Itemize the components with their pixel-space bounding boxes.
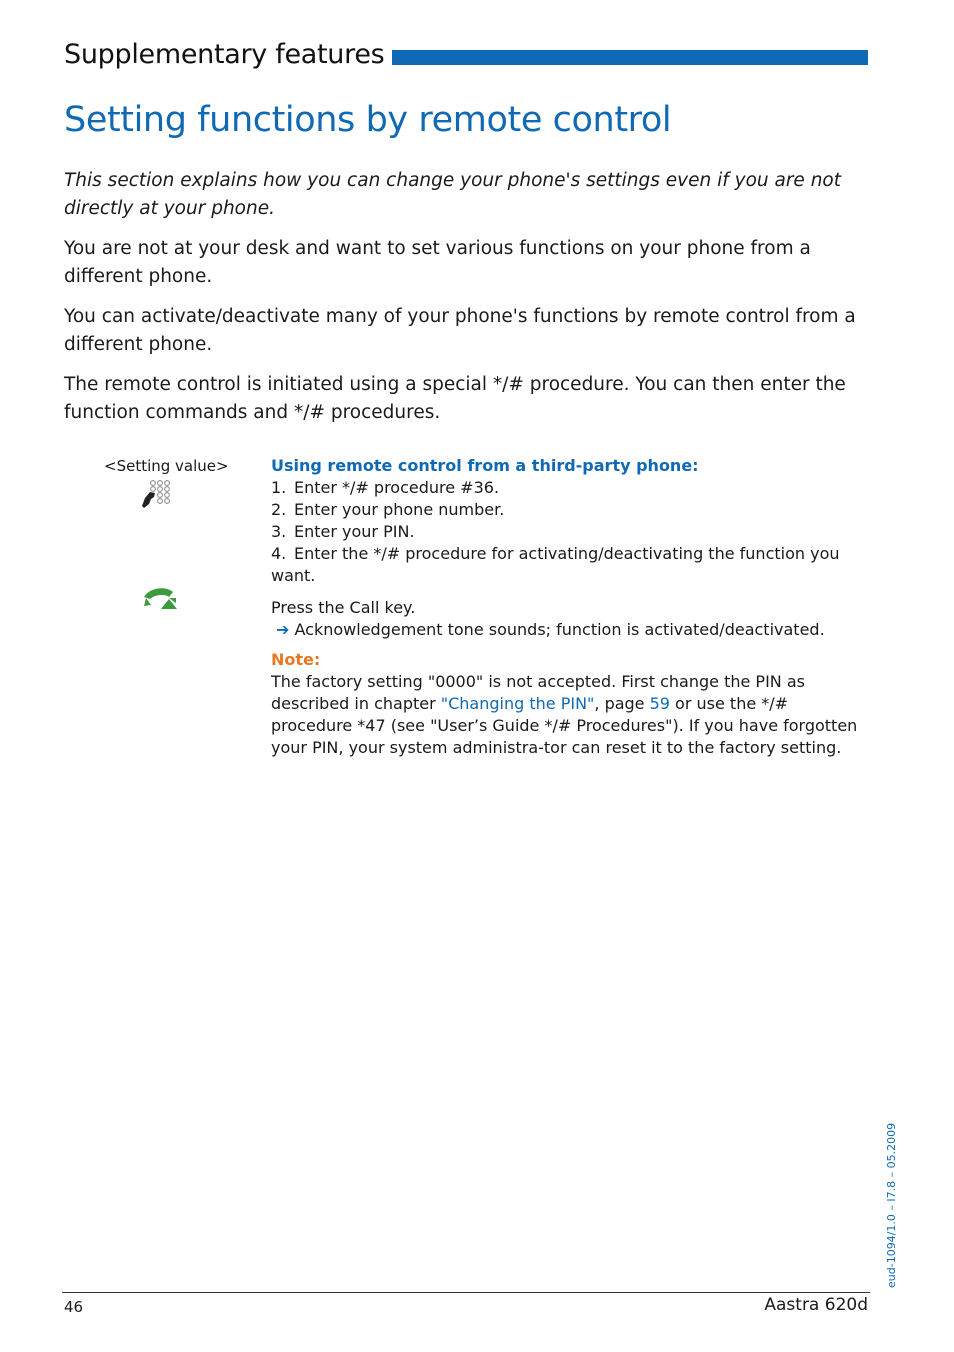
- changing-pin-link[interactable]: "Changing the PIN": [440, 694, 595, 713]
- step-number: 4.: [271, 544, 287, 563]
- step-item: [271, 543, 871, 587]
- intro-block: [64, 167, 874, 439]
- result-line: [271, 619, 871, 641]
- header-accent-bar: [392, 50, 868, 65]
- step-number: 1.: [271, 478, 287, 497]
- setting-value-label: <Setting value>: [104, 457, 229, 475]
- result-text: Acknowledgement tone sounds; function is activated/deactivated.: [294, 620, 825, 639]
- note-label: Note:: [271, 650, 321, 669]
- intro-paragraph: You are not at your desk and want to set various functions on your phone from a different phone.: [64, 238, 811, 287]
- footer-rule: [62, 1292, 870, 1293]
- note-text: , page: [594, 694, 650, 713]
- header-row: [64, 36, 868, 72]
- step-number: 3.: [271, 522, 287, 541]
- step-item: [271, 499, 871, 521]
- step-text: Enter your phone number.: [294, 500, 505, 519]
- note-text: or use the */# procedure *47 (see "User’s Guide */# Procedures"). If you have forgotten your PIN, your system administra-tor can reset it to the factory setting.: [271, 694, 858, 757]
- section-name: Supplementary features: [64, 38, 385, 70]
- intro-paragraph: The remote control is initiated using a special */# procedure. You can then enter the function commands and */# procedures.: [64, 374, 846, 423]
- call-key-icon: [142, 585, 180, 617]
- intro-paragraph: You can activate/deactivate many of your phone's functions by remote control from a different phone.: [64, 306, 856, 355]
- step-text: Enter the */# procedure for activating/deactivating the function you want.: [271, 544, 840, 585]
- page-title: Setting functions by remote control: [64, 100, 672, 140]
- keypad-dial-icon: [140, 479, 178, 515]
- page-59-link[interactable]: 59: [649, 694, 670, 713]
- step-list: [271, 477, 871, 587]
- product-name: Aastra 620d: [764, 1295, 868, 1315]
- step-text: Enter your PIN.: [294, 522, 415, 541]
- step-number: 2.: [271, 500, 287, 519]
- page-number: 46: [64, 1298, 84, 1316]
- procedure-content: [271, 455, 871, 759]
- note-body: [271, 671, 863, 759]
- procedure-subheading: Using remote control from a third-party phone:: [271, 456, 699, 475]
- note-text: The factory setting "0000" is not accepted. First change the PIN as described in chapter: [271, 672, 805, 713]
- step-text: Enter */# procedure #36.: [294, 478, 500, 497]
- press-call-key-text: Press the Call key.: [271, 598, 416, 617]
- intro-italic-text: This section explains how you can change your phone's settings even if you are not directly at your phone.: [64, 170, 841, 219]
- result-arrow-icon: ➔: [276, 620, 290, 639]
- step-item: [271, 477, 871, 499]
- document-id: eud-1094/1.0 – I7.8 – 05.2009: [885, 1122, 898, 1288]
- step-item: [271, 521, 871, 543]
